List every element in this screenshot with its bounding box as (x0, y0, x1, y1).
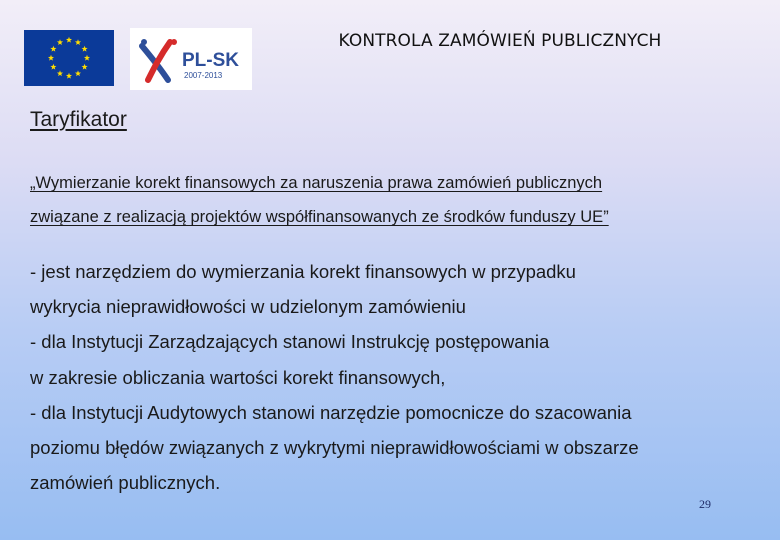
eu-star-icon (75, 70, 81, 76)
eu-star-icon (50, 46, 56, 52)
eu-star-icon (66, 73, 72, 79)
section-heading: Taryfikator (30, 108, 127, 131)
eu-star-icon (84, 55, 90, 61)
body-text (30, 254, 760, 500)
plsk-emblem-icon (130, 28, 252, 90)
body-line: - dla Instytucji Zarządzających stanowi Instrukcję postępowania (30, 331, 550, 353)
body-line: - dla Instytucji Audytowych stanowi narzędzie pomocnicze do szacowania (30, 401, 632, 423)
eu-star-icon (75, 39, 81, 45)
eu-star-icon (57, 70, 63, 76)
subtitle-line: „Wymierzanie korekt finansowych za naruszenia prawa zamówień publicznych (30, 174, 603, 192)
body-line: w zakresie obliczania wartości korekt finansowych, (30, 366, 446, 388)
eu-star-icon (82, 46, 88, 52)
body-line: - jest narzędziem do wymierzania korekt finansowych w przypadku (30, 261, 576, 282)
plsk-logo (130, 28, 252, 90)
page-title: KONTROLA ZAMÓWIEŃ PUBLICZNYCH (338, 31, 662, 51)
document-subtitle (30, 166, 750, 234)
eu-star-icon (50, 64, 56, 70)
eu-stars-icon (24, 30, 114, 86)
body-line: wykrycia nieprawidłowości w udzielonym zamówieniu (30, 296, 466, 318)
body-line: poziomu błędów związanych z wykrytymi nieprawidłowościami w obszarze (30, 437, 639, 459)
plsk-logo-text: PL-SK (182, 50, 239, 71)
eu-flag-logo (24, 30, 114, 86)
body-line: zamówień publicznych. (30, 472, 221, 494)
subtitle-line: związane z realizacją projektów współfinansowanych ze środków funduszy UE” (30, 208, 609, 226)
eu-star-icon (48, 55, 54, 61)
eu-star-icon (57, 39, 63, 45)
plsk-logo-years: 2007-2013 (184, 71, 223, 80)
page-number: 29 (699, 497, 711, 511)
eu-star-icon (66, 37, 72, 43)
eu-star-icon (82, 64, 88, 70)
